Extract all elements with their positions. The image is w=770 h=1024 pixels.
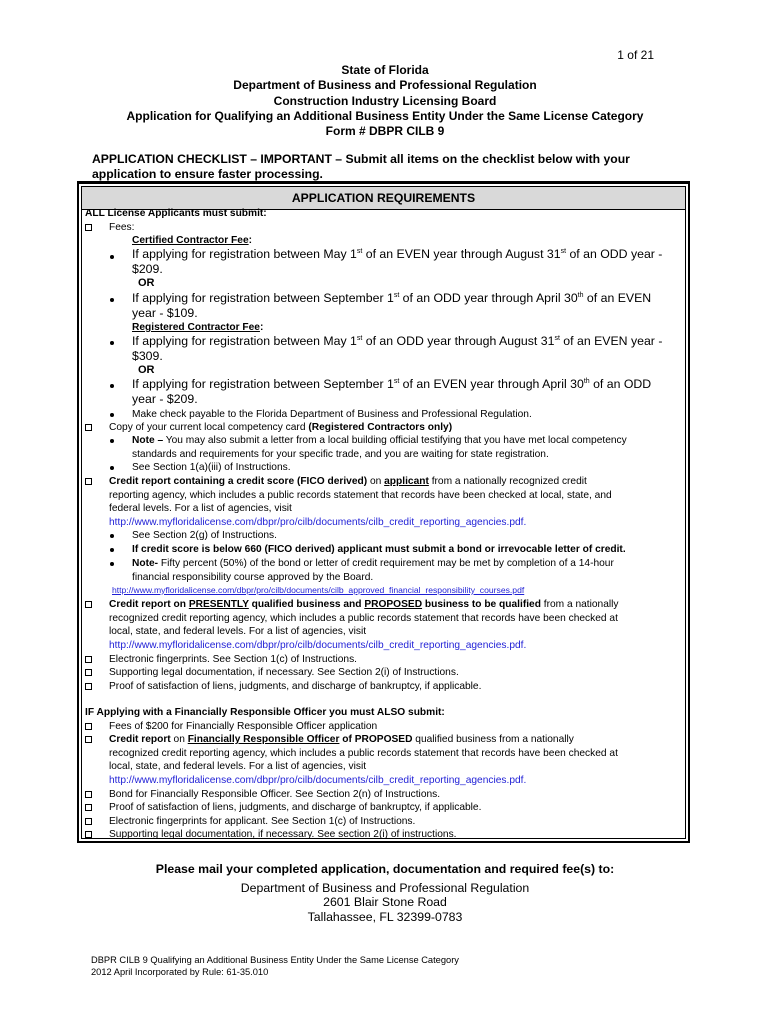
mail-street: 2601 Blair Stone Road <box>323 895 447 909</box>
registered-fee-amount-2: year - $209. <box>132 392 198 406</box>
bullet-icon <box>110 255 114 259</box>
credit-agencies-link[interactable]: http://www.myfloridalicense.com/dbpr/pro/cilb/documents/cilb_credit_reporting_agencies.pdf. <box>109 640 527 651</box>
rf1-c: of an EVEN year - <box>559 334 663 348</box>
registered-fee-colon: : <box>259 322 264 333</box>
see-section-2g: See Section 2(g) of Instructions. <box>132 530 277 541</box>
credit-report-line-1 <box>109 475 587 488</box>
header-form-number: Form # DBPR CILB 9 <box>325 124 445 139</box>
fro-credit-u: Financially Responsible Officer <box>187 734 340 745</box>
fingerprints-item: Electronic fingerprints. See Section 1(c) of Instructions. <box>109 654 358 665</box>
presently-u: PRESENTLY <box>188 599 249 610</box>
header-state: State of Florida <box>341 63 429 77</box>
credit-report-applicant: applicant <box>384 476 429 487</box>
registered-fee-label: Registered Contractor Fee <box>132 322 260 333</box>
sup-st: st <box>356 248 363 255</box>
fro-credit-line-1 <box>109 733 574 746</box>
bullet-icon <box>110 384 114 388</box>
or-label: OR <box>138 364 155 376</box>
fro-liens-item: Proof of satisfaction of liens, judgments, and discharge of bankruptcy, if applicable. <box>109 802 482 813</box>
competency-note-line-1 <box>132 434 627 447</box>
credit-report-rest: from a nationally recognized credit <box>428 476 587 487</box>
requirements-title: APPLICATION REQUIREMENTS <box>82 187 685 210</box>
certified-fee-label: Certified Contractor Fee <box>132 235 249 246</box>
fro-heading: IF Applying with a Financially Responsible Officer you must ALSO submit: <box>85 707 445 718</box>
certified-fee-line-2 <box>132 291 651 306</box>
see-section-1a: See Section 1(a)(iii) of Instructions. <box>132 462 291 473</box>
rf1-a: If applying for registration between May 1 <box>132 334 357 348</box>
credit-report-line-3: federal levels. For a list of agencies, visit <box>109 503 292 514</box>
bullet-icon <box>110 534 114 538</box>
credit-agencies-link[interactable]: http://www.myfloridalicense.com/dbpr/pro/cilb/documents/cilb_credit_reporting_agencies.pdf. <box>109 517 527 528</box>
presently-line-3: local, state, and federal levels. For a list of agencies, visit <box>109 626 367 637</box>
registered-fee-line-1 <box>132 334 662 349</box>
certified-fee-amount-1: $209. <box>132 262 163 276</box>
all-applicants-heading: ALL License Applicants must submit: <box>85 208 267 219</box>
mail-heading: Please mail your completed application, documentation and required fee(s) to: <box>155 862 615 876</box>
checkbox-fingerprints[interactable] <box>85 656 92 663</box>
rf2-c: of an ODD <box>589 377 652 391</box>
credit-agencies-link[interactable]: http://www.myfloridalicense.com/dbpr/pro/cilb/documents/cilb_credit_reporting_agencies.pdf. <box>109 775 527 786</box>
certified-fee-amount-2: year - $109. <box>132 306 198 320</box>
cf2-a: If applying for registration between September 1 <box>132 291 394 305</box>
note-text: You may also submit a letter from a local building official testifying that you have met local competency <box>163 435 627 446</box>
fees-label: Fees: <box>109 222 135 233</box>
note2-text: Fifty percent (50%) of the bond or letter of credit requirement may be met by completion of a 14-hour <box>158 558 614 569</box>
footer-form-title: DBPR CILB 9 Qualifying an Additional Business Entity Under the Same License Category <box>91 955 459 965</box>
bullet-icon <box>110 298 114 302</box>
checkbox-fro-legal[interactable] <box>85 831 92 838</box>
credit-score-requirement: If credit score is below 660 (FICO derived) applicant must submit a bond or irrevocable letter of credit. <box>132 544 626 555</box>
cf2-c: of an EVEN <box>583 291 652 305</box>
registered-fee-heading <box>132 321 263 334</box>
rf2-b: of an EVEN year through April 30 <box>399 377 584 391</box>
checkbox-legal-docs[interactable] <box>85 669 92 676</box>
legal-docs-item: Supporting legal documentation, if necessary. See Section 2(i) of Instructions. <box>109 667 459 678</box>
bullet-icon <box>110 439 114 443</box>
checkbox-competency-card[interactable] <box>85 424 92 431</box>
bond-note-line-2: financial responsibility course approved by the Board. <box>132 572 374 583</box>
presently-d: from a nationally <box>540 599 619 610</box>
header-application-title: Application for Qualifying an Additional Business Entity Under the Same License Category <box>126 108 644 123</box>
bond-note-line-1 <box>132 557 614 570</box>
fro-credit-a: Credit report <box>109 734 171 745</box>
bullet-icon <box>110 466 114 470</box>
check-payable-note: Make check payable to the Florida Department of Business and Professional Regulation. <box>132 409 532 420</box>
mail-city: Tallahassee, FL 32399-0783 <box>307 910 463 924</box>
credit-report-on: on <box>367 476 385 487</box>
bullet-icon <box>110 341 114 345</box>
checkbox-credit-report[interactable] <box>85 478 92 485</box>
cf1-a: If applying for registration between May 1 <box>132 247 357 261</box>
competency-text: Copy of your current local competency card <box>109 422 309 433</box>
presently-a: Credit report on <box>109 599 189 610</box>
liens-item: Proof of satisfaction of liens, judgments, and discharge of bankruptcy, if applicable. <box>109 681 482 692</box>
checklist-heading: APPLICATION CHECKLIST – IMPORTANT – Submit all items on the checklist below with your application to ensure faster processing. <box>92 152 630 181</box>
proposed-u: PROPOSED <box>364 599 423 610</box>
competency-note-line-2: standards and requirements for your specific trade, and you are waiting for state registration. <box>132 449 549 460</box>
presently-c: business to be qualified <box>422 599 541 610</box>
checkbox-fro-liens[interactable] <box>85 804 92 811</box>
registered-fee-amount-1: $309. <box>132 349 163 363</box>
cf1-b: of an EVEN year through August 31 <box>362 247 561 261</box>
sup-th: th <box>577 292 584 299</box>
credit-report-line-2: reporting agency, which includes a public records statement that records have been checked at local, state, and <box>109 490 612 501</box>
competency-card-item <box>109 421 452 434</box>
fro-legal-item: Supporting legal documentation, if necessary. See section 2(i) of instructions. <box>109 829 457 840</box>
sup-st: st <box>356 335 363 342</box>
presently-line-1 <box>109 598 619 611</box>
competency-note: (Registered Contractors only) <box>308 422 453 433</box>
checkbox-fro-credit[interactable] <box>85 736 92 743</box>
fro-credit-line-3: local, state, and federal levels. For a list of agencies, visit <box>109 761 367 772</box>
note2-label: Note- <box>132 558 159 569</box>
header-department: Department of Business and Professional Regulation <box>233 78 537 93</box>
certified-fee-heading <box>132 234 252 247</box>
checkbox-liens[interactable] <box>85 683 92 690</box>
fro-credit-c: qualified business from a nationally <box>412 734 574 745</box>
sup-st: st <box>554 335 560 342</box>
presently-line-2: recognized credit reporting agency, which includes a public records statement that records have been checked at <box>109 613 618 624</box>
rf2-a: If applying for registration between September 1 <box>132 377 394 391</box>
or-label: OR <box>138 277 155 289</box>
checkbox-fro-fees[interactable] <box>85 723 92 730</box>
credit-report-title: Credit report containing a credit score (FICO derived) <box>109 476 368 487</box>
header-board: Construction Industry Licensing Board <box>273 93 497 108</box>
sup-st: st <box>393 292 400 299</box>
certified-fee-line-1 <box>132 247 662 262</box>
sup-st: st <box>560 248 567 255</box>
checkbox-presently-qualified[interactable] <box>85 601 92 608</box>
fro-bond-item: Bond for Financially Responsible Officer. See Section 2(n) of Instructions. <box>109 789 441 800</box>
sup-th: th <box>583 378 590 385</box>
cf2-b: of an ODD year through April 30 <box>399 291 578 305</box>
checkbox-fro-bond[interactable] <box>85 791 92 798</box>
fro-credit-b: of PROPOSED <box>339 734 413 745</box>
checkbox-fees[interactable] <box>85 224 92 231</box>
page-number: 1 of 21 <box>617 48 654 62</box>
checkbox-fro-fingerprints[interactable] <box>85 818 92 825</box>
mail-department: Department of Business and Professional Regulation <box>240 881 530 895</box>
approved-courses-link[interactable]: http://www.myfloridalicense.com/dbpr/pro/cilb/documents/cilb_approved_financial_responsibility_courses.pdf <box>112 585 525 595</box>
bullet-icon <box>110 413 114 417</box>
note-label: Note – <box>132 435 164 446</box>
sup-st: st <box>393 378 400 385</box>
registered-fee-line-2 <box>132 377 651 392</box>
fro-fingerprints-item: Electronic fingerprints for applicant. See Section 1(c) of Instructions. <box>109 816 416 827</box>
fro-credit-on: on <box>170 734 188 745</box>
rf1-b: of an ODD year through August 31 <box>362 334 555 348</box>
cf1-c: of an ODD year - <box>566 247 663 261</box>
footer-rule: 2012 April Incorporated by Rule: 61-35.010 <box>91 967 269 977</box>
certified-fee-colon: : <box>248 235 253 246</box>
form-header <box>0 63 770 139</box>
bullet-icon <box>110 548 114 552</box>
fro-credit-line-2: recognized credit reporting agency, which includes a public records statement that records have been checked at <box>109 748 618 759</box>
bullet-icon <box>110 562 114 566</box>
presently-b: qualified business and <box>248 599 365 610</box>
fro-fees-item: Fees of $200 for Financially Responsible Officer application <box>109 721 378 732</box>
